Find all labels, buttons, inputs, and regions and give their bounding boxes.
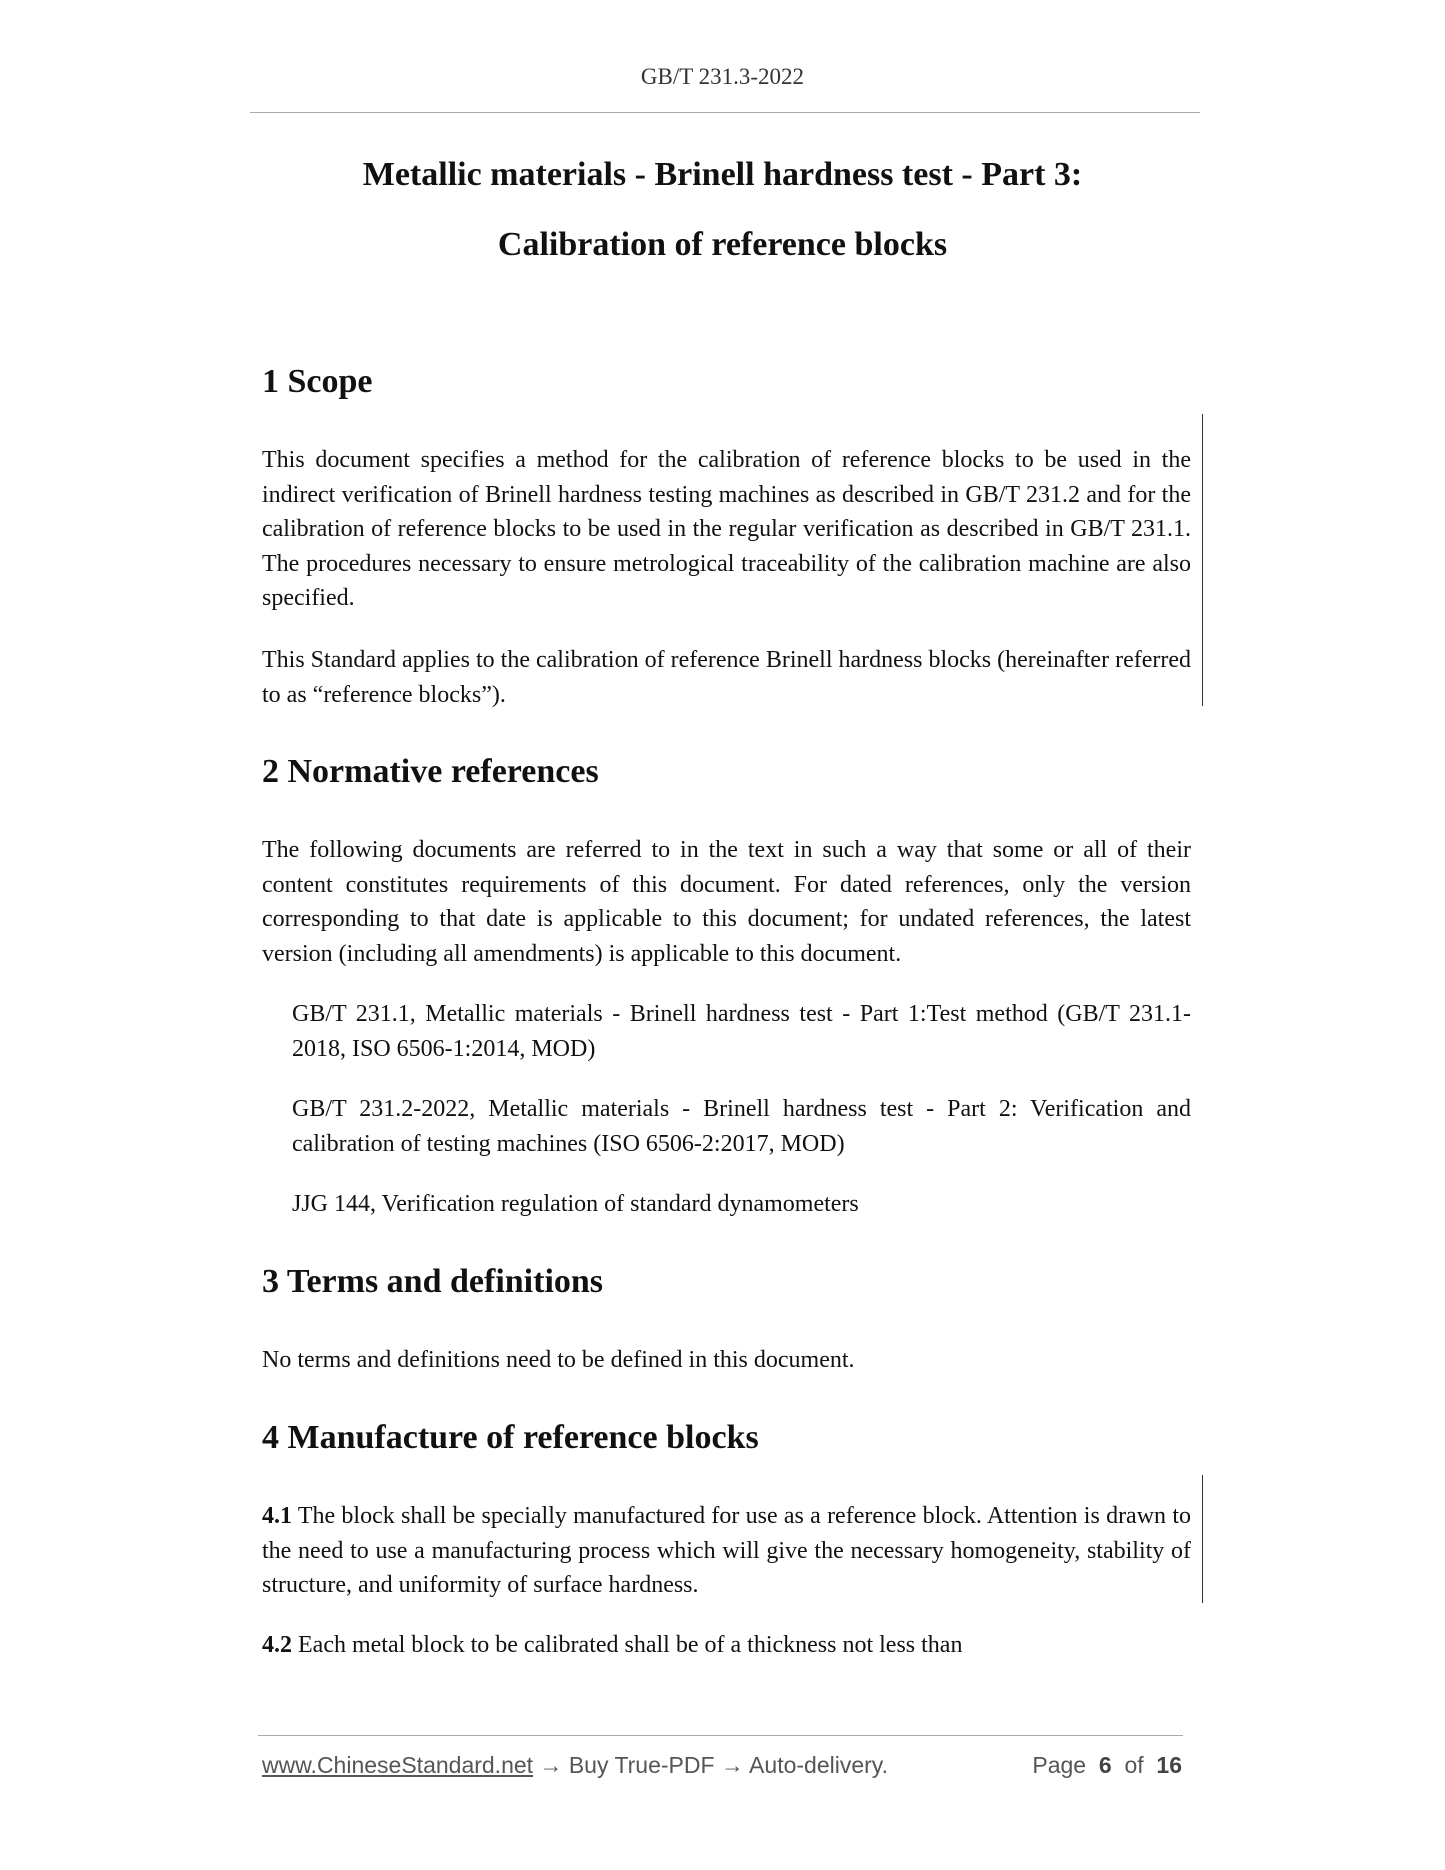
reference-item: JJG 144, Verification regulation of standard dynamometers <box>292 1191 859 1217</box>
clause-number: 4.1 <box>262 1503 292 1529</box>
clause-4-1-block <box>262 1499 1191 1603</box>
clause-4-2 <box>262 1628 1191 1663</box>
references-intro: The following documents are referred to in the text in such a way that some or all of their content constitutes requirements of this document. For dated references, only the version corresponding to that date is applicable to this document; for undated references, the latest version (including all amendments) is applicable to this document. <box>262 837 1191 967</box>
scope-paragraph-2-block <box>262 643 1191 712</box>
clause-number: 4.2 <box>262 1632 292 1658</box>
section-heading: 2 Normative references <box>262 753 599 790</box>
reference-item: GB/T 231.2-2022, Metallic materials - Brinell hardness test - Part 2: Verification and calibration of testing machines (ISO 6506-2:2017, MOD) <box>292 1096 1191 1157</box>
section-terms-definitions <box>262 1262 1191 1302</box>
scope-paragraph-1-block <box>262 443 1191 616</box>
footer-promo <box>262 1752 888 1779</box>
clause-text: The block shall be specially manufactured for use as a reference block. Attention is drawn to the need to use a manufacturing process which will give the necessary homogeneity, stability of structure, and uniformity of surface hardness. <box>262 1503 1191 1598</box>
references-intro-block <box>262 833 1191 971</box>
section-manufacture <box>262 1418 1191 1458</box>
footer-promo-text: → Buy True-PDF → Auto-delivery. <box>533 1752 888 1778</box>
header-divider <box>250 112 1200 113</box>
footer-divider <box>258 1735 1183 1736</box>
scope-paragraph-1: This document specifies a method for the calibration of reference blocks to be used in the indirect verification of Brinell hardness testing machines as described in GB/T 231.2 and for the calibration of reference blocks to be used in the regular verification as described in GB/T 231.1. The procedures necessary to ensure metrological traceability of the calibration machine are also specified. <box>262 447 1191 611</box>
terms-paragraph: No terms and definitions need to be defined in this document. <box>262 1347 855 1373</box>
section-heading: 4 Manufacture of reference blocks <box>262 1419 759 1456</box>
page-of-label: of <box>1124 1752 1144 1778</box>
site-link[interactable]: www.ChineseStandard.net <box>262 1752 534 1778</box>
clause-4-1 <box>262 1499 1191 1603</box>
scope-paragraph-2: This Standard applies to the calibration of reference Brinell hardness blocks (hereinafter referred to as “reference blocks”). <box>262 647 1191 708</box>
document-title-line-2: Calibration of reference blocks <box>497 226 948 263</box>
running-header: GB/T 231.3-2022 <box>640 64 805 89</box>
reference-item-block <box>262 997 1191 1066</box>
reference-item-block <box>262 1092 1191 1161</box>
section-scope <box>262 362 1191 402</box>
section-heading: 3 Terms and definitions <box>262 1263 604 1300</box>
page-total: 16 <box>1156 1752 1182 1778</box>
revision-bar <box>1202 1475 1203 1603</box>
clause-4-2-block <box>262 1628 1191 1663</box>
page-current: 6 <box>1098 1752 1112 1778</box>
reference-item-block <box>262 1187 1191 1222</box>
page-footer <box>262 1752 1182 1784</box>
document-title-line-1: Metallic materials - Brinell hardness test - Part 3: <box>362 156 1083 193</box>
clause-text: Each metal block to be calibrated shall be of a thickness not less than <box>298 1632 963 1658</box>
terms-paragraph-block <box>262 1343 1191 1378</box>
page-label: Page <box>1032 1752 1087 1778</box>
section-normative-references <box>262 752 1191 792</box>
page-number <box>1032 1752 1182 1779</box>
reference-item: GB/T 231.1, Metallic materials - Brinell hardness test - Part 1:Test method (GB/T 231.1-2018, ISO 6506-1:2014, MOD) <box>292 1001 1191 1062</box>
revision-bar <box>1202 414 1203 706</box>
section-heading: 1 Scope <box>262 363 373 400</box>
